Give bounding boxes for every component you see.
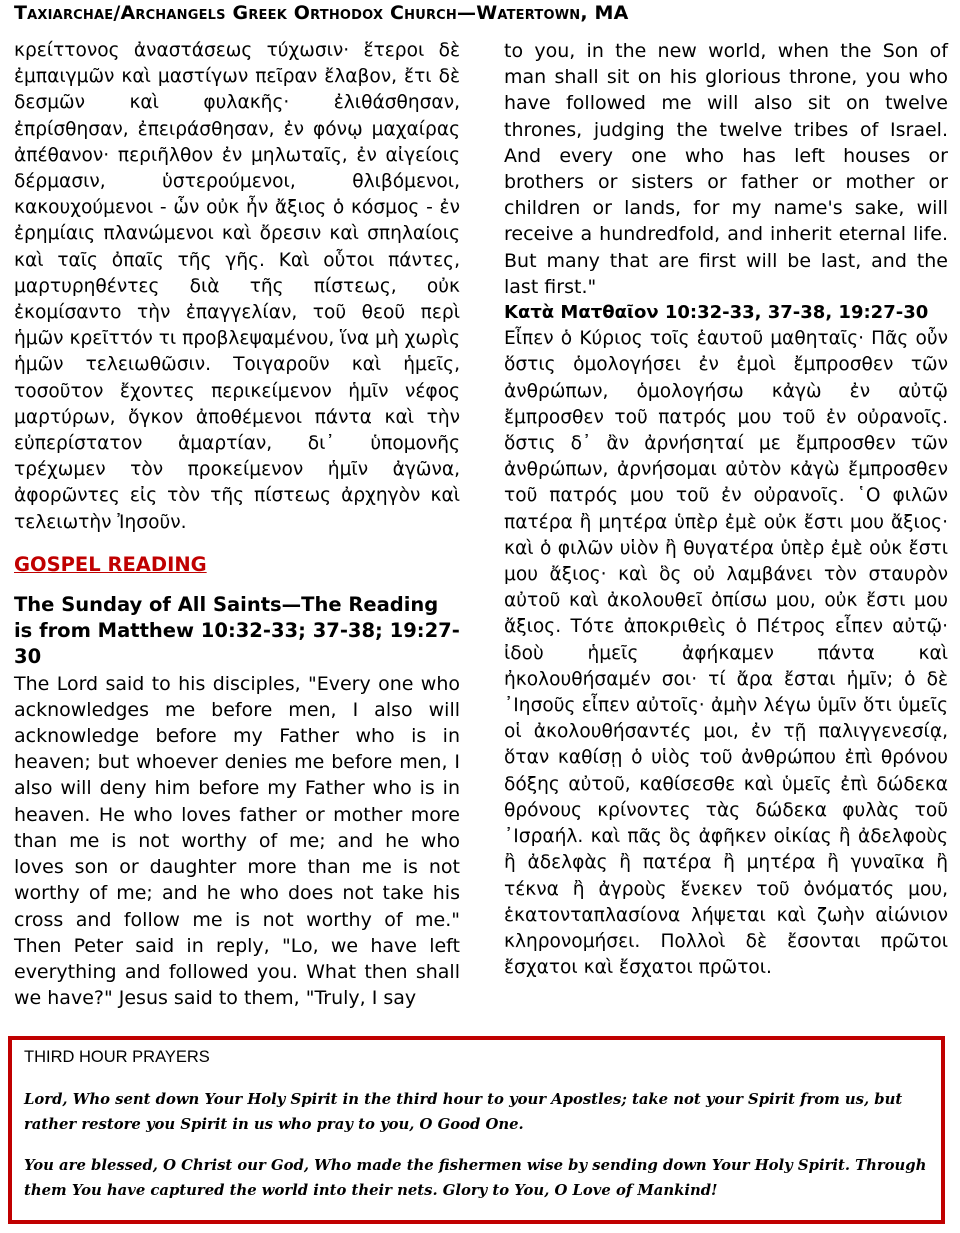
greek-epistle-text: κρείττονος ἀναστάσεως τύχωσιν· ἕτεροι δὲ ἐμπαιγμῶν καὶ μαστίγων πεῖραν ἔλαβον, ἔτι δὲ δεσμῶν καὶ φυλακῆς· ἐλιθάσθησαν, ἐπρίσθησαν, ἐπειράσθησαν, ἐν φόνῳ μαχαίρας ἀπέθανον· περιῆλθον ἐν μηλωταῖς, ἐν αἰγείοις δέρμασιν, ὑστερούμενοι, θλιβόμενοι, κακουχούμενοι - ὧν οὐκ ἦν ἄξιος ὁ κόσμος - ἐν ἐρημίαις πλανώμενοι καὶ ὄρεσιν καὶ σπηλαίοις καὶ ταῖς ὀπαῖς τῆς γῆς. Καὶ οὗτοι πάντες, μαρτυρηθέντες διὰ τῆς πίστεως, οὐκ ἐκομίσαντο τὴν ἐπαγγελίαν, τοῦ θεοῦ περὶ ἡμῶν κρεῖττόν τι προβλεψαμένου, ἵνα μὴ χωρὶς ἡμῶν τελειωθῶσιν. Τοιγαροῦν καὶ ἡμεῖς, τοσοῦτον ἔχοντες περικείμενον ἡμῖν νέφος μαρτύρων, ὄγκον ἀποθέμενοι πάντα καὶ τὴν εὐπερίστατον ἁμαρτίαν, δι᾽ ὑπομονῆς τρέχωμεν τὸν προκείμενον ἡμῖν ἀγῶνα, ἀφορῶντες εἰς τὸν τῆς πίστεως ἀρχηγὸν καὶ τελειωτὴν Ἰησοῦν. [14,40,460,533]
prayer-text-2: You are blessed, O Christ our God, Who made the fishermen wise by sending down Your Holy Spirit. Through them You have captured the world into their nets. Glory to You, O Love of Mankind! [24,1157,927,1199]
english-gospel-continuation: to you, in the new world, when the Son of man shall sit on his glorious throne, you who have followed me will also sit on twelve thrones, judging the twelve tribes of Israel. And every one who has left houses or brothers or sisters or father or mother or children or lands, for my name's sake, will receive a hundredfold, and inherit eternal life. But many that are first will be last, and the last first." [504,40,948,298]
left-column [14,38,460,1011]
reading-title: The Sunday of All Saints—The Reading is from Matthew 10:32-33; 37-38; 19:27-30 [14,593,460,669]
gospel-reading-heading: GOSPEL READING [14,552,207,576]
page-header-title: Taxiarchae/Archangels Greek Orthodox Church—Watertown, MA [14,2,629,24]
greek-gospel-title: Κατὰ Ματθαῖον 10:32-33, 37-38, 19:27-30 [504,302,929,324]
english-gospel-text: The Lord said to his disciples, "Every one who acknowledges me before men, I also will acknowledge before my Father who is in heaven; but whoever denies me before men, I also will deny him before my Father who is in heaven. He who loves father or mother more than me is not worthy of me; and he who loves son or daughter more than me is not worthy of me; and he who does not take his cross and follow me is not worthy of me." Then Peter said in reply, "Lo, we have left everything and followed you. What then shall we have?" Jesus said to them, "Truly, I say [14,672,460,1010]
greek-gospel-text: Εἶπεν ὁ Κύριος τοῖς ἑαυτοῦ μαθηταῖς· Πᾶς οὖν ὅστις ὁμολογήσει ἐν ἐμοὶ ἔμπροσθεν τῶν ἀνθρώπων, ὁμολογήσω κἀγὼ ἐν αὐτῷ ἔμπροσθεν τοῦ πατρός μου τοῦ ἐν οὐρανοῖς. ὅστις δ᾽ ἂν ἀρνήσηταί με ἔμπροσθεν τῶν ἀνθρώπων, ἀρνήσομαι αὐτὸν κἀγὼ ἔμπροσθεν τοῦ πατρός μου τοῦ ἐν οὐρανοῖς. ῾Ο φιλῶν πατέρα ἢ μητέρα ὑπὲρ ἐμὲ οὐκ ἔστι μου ἄξιος· καὶ ὁ φιλῶν υἱὸν ἢ θυγατέρα ὑπὲρ ἐμὲ οὐκ ἔστι μου ἄξιος· καὶ ὃς οὐ λαμβάνει τὸν σταυρὸν αὐτοῦ καὶ ἀκολουθεῖ ὀπίσω μου, οὐκ ἔστι μου ἄξιος. Τότε ἀποκριθεὶς ὁ Πέτρος εἶπεν αὐτῷ· ἰδοὺ ἡμεῖς ἀφήκαμεν πάντα καὶ ἠκολουθήσαμέν σοι· τί ἄρα ἔσται ἡμῖν; ὁ δὲ ᾿Ιησοῦς εἶπεν αὐτοῖς· ἀμὴν λέγω ὑμῖν ὅτι ὑμεῖς οἱ ἀκολουθήσαντές μοι, ἐν τῇ παλιγγενεσίᾳ, ὅταν καθίσῃ ὁ υἱὸς τοῦ ἀνθρώπου ἐπὶ θρόνου δόξης αὐτοῦ, καθίσεσθε καὶ ὑμεῖς ἐπὶ δώδεκα θρόνους κρίνοντες τὰς δώδεκα φυλὰς τοῦ ᾿Ισραήλ. καὶ πᾶς ὃς ἀφῆκεν οἰκίας ἢ ἀδελφοὺς ἢ ἀδελφὰς ἢ πατέρα ἢ μητέρα ἢ γυναῖκα ἢ τέκνα ἢ ἀγροὺς ἕνεκεν τοῦ ὀνόματός μου, ἑκατονταπλασίονα λήψεται καὶ ζωὴν αἰώνιον κληρονομήσει. Πολλοὶ δὲ ἔσονται πρῶτοι ἔσχατοι καὶ ἔσχατοι πρῶτοι. [504,328,948,979]
right-column [504,38,948,981]
prayer-text-1: Lord, Who sent down Your Holy Spirit in the third hour to your Apostles; take not your Spirit from us, but rather restore you Spirit in us who pray to you, O Good One. [24,1091,903,1133]
third-hour-prayers-box [8,1036,945,1224]
prayer-box-heading: THIRD HOUR PRAYERS [24,1048,210,1066]
